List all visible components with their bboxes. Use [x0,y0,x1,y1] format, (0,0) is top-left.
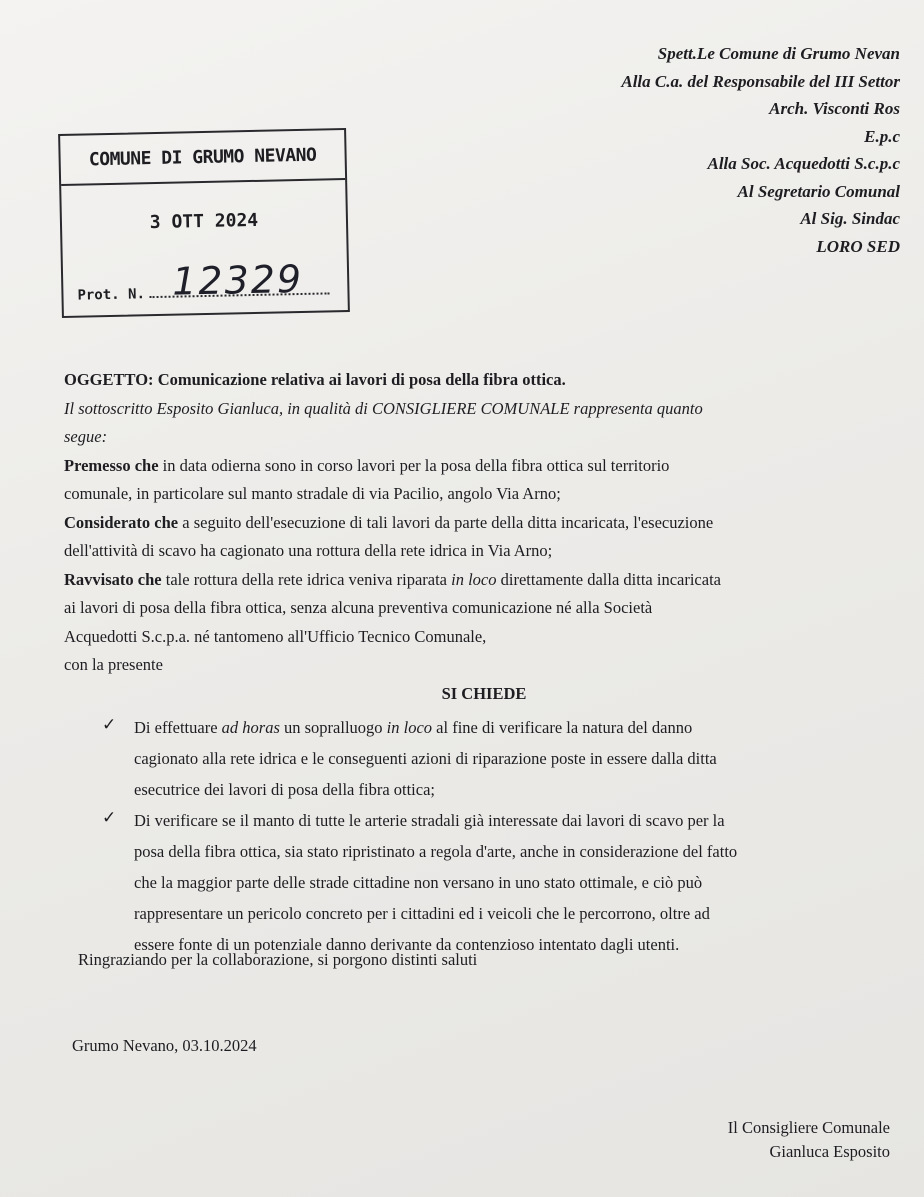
request-line: rappresentare un pericolo concreto per i cittadini ed i veicoli che le percorrono, oltre ad [134,904,710,923]
signature-block [728,1116,890,1164]
subject-label: OGGETTO: [64,370,154,389]
ravvisato-line: Acquedotti S.c.p.a. né tantomeno all'Ufficio Tecnico Comunale, [64,626,487,646]
request-item [64,805,924,960]
request-italic: in loco [386,718,433,737]
intro-line: segue: [64,427,108,446]
stamp-header: COMUNE DI GRUMO NEVANO [60,130,345,186]
addressee-line: Alla Soc. Acquedotti S.c.p.c [707,154,900,173]
addressee-line: E.p.c [864,126,900,146]
premesso-line [64,452,924,481]
request-italic: ad horas [221,718,280,737]
stamp-protocol-label: Prot. N. [77,286,146,304]
ravvisato-line [64,566,924,595]
addressee-line: LORO SED [816,236,900,256]
signature-name: Gianluca Esposito [769,1142,890,1161]
addressee-line: Al Sig. Sindac [800,209,900,228]
request-line: Di verificare se il manto di tutte le arterie stradali già interessate dai lavori di scavo per la [134,811,725,830]
request-text: Di effettuare [134,718,222,737]
addressee-line: Alla C.a. del Responsabile del III Settor [621,71,900,91]
ravvisato-label: Ravvisato che [64,569,162,589]
request-text: al fine di verificare la natura del danno [432,718,693,737]
letter-body [64,366,924,960]
request-line [134,712,924,743]
checkmark-icon: ✓ [102,715,117,734]
considerato-label: Considerato che [64,512,179,532]
premesso-text: in data odierna sono in corso lavori per la posa della fibra ottica sul territorio [158,455,670,475]
addressee-line: Spett.Le Comune di Grumo Nevan [657,44,900,63]
place-date: Grumo Nevano, 03.10.2024 [72,1036,257,1055]
subject-line [64,366,924,395]
request-list [64,712,924,960]
si-chiede-heading: SI CHIEDE [441,683,527,703]
protocol-stamp [58,128,350,318]
considerato-line: dell'attività di scavo ha cagionato una rottura della rete idrica in Via Arno; [64,541,553,560]
intro-line: Il sottoscritto Esposito Gianluca, in qualità di CONSIGLIERE COMUNALE rappresenta quanto [64,398,703,418]
addressee-line: Al Segretario Comunal [737,181,900,201]
stamp-protocol-number: 12329 [171,256,304,304]
request-line: esecutrice dei lavori di posa della fibra ottica; [134,780,435,799]
request-item [64,712,924,805]
addressee-line: Arch. Visconti Ros [769,99,900,118]
signature-role: Il Consigliere Comunale [727,1118,890,1137]
request-line: cagionato alla rete idrica e le conseguenti azioni di riparazione poste in essere dalla ditta [134,749,717,768]
ravvisato-line: ai lavori di posa della fibra ottica, senza alcuna preventiva comunicazione né alla Società [64,598,653,617]
request-text: un sopralluogo [279,718,387,737]
closing-line: Ringraziando per la collaborazione, si porgono distinti saluti [78,950,478,969]
addressee-block [480,40,900,260]
stamp-protocol-row [77,254,334,303]
ravvisato-text: tale rottura della rete idrica veniva riparata [161,569,452,589]
considerato-text: a seguito dell'esecuzione di tali lavori da parte della ditta incaricata, l'esecuzione [178,512,714,532]
stamp-date: 3 OTT 2024 [149,209,259,234]
premesso-line: comunale, in particolare sul manto stradale di via Pacilio, angolo Via Arno; [64,484,561,503]
request-line: posa della fibra ottica, sia stato ripristinato a regola d'arte, anche in considerazione del fatto [134,842,738,861]
checkmark-icon: ✓ [102,808,117,827]
ravvisato-text: direttamente dalla ditta incaricata [496,569,721,589]
subject-text: Comunicazione relativa ai lavori di posa della fibra ottica. [157,370,566,389]
ravvisato-italic: in loco [451,569,497,589]
con-la-presente: con la presente [64,655,163,674]
considerato-line [64,509,924,538]
request-line: essere fonte di un potenziale danno derivante da contenzioso intentato dagli utenti. [134,935,680,954]
request-line: che la maggior parte delle strade cittadine non versano in uno stato ottimale, e ciò può [134,873,703,892]
premesso-label: Premesso che [64,455,159,475]
